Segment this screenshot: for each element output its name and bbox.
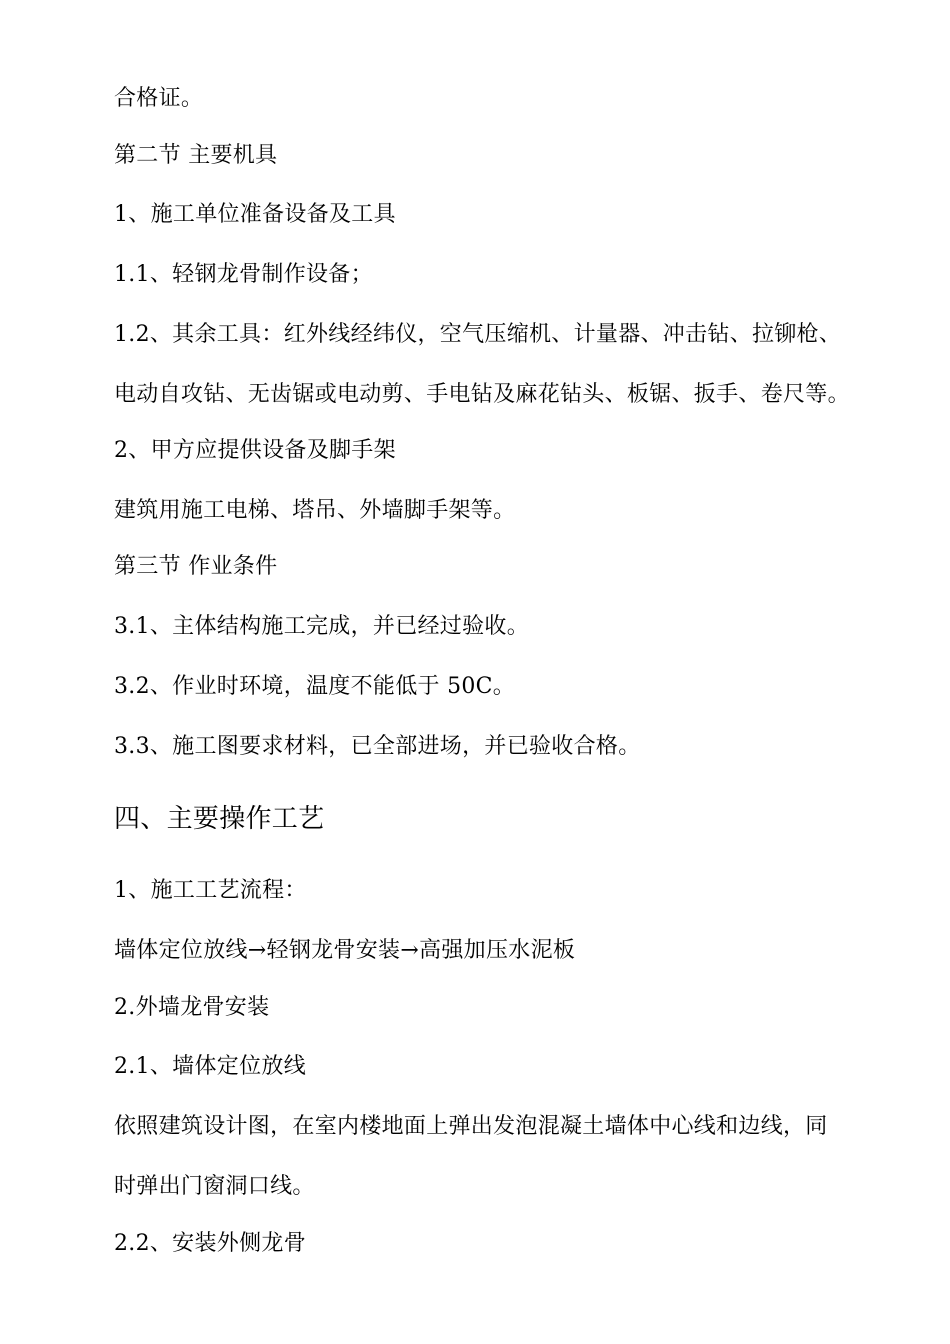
list-item: 1.2、其余工具：红外线经纬仪，空气压缩机、计量器、冲击钻、拉铆枪、 (114, 322, 842, 347)
section-heading: 第二节 主要机具 (114, 143, 278, 168)
subsection-heading: 1、施工单位准备设备及工具 (114, 202, 396, 227)
subsection-heading: 1、施工工艺流程： (114, 878, 307, 903)
body-text-line: 依照建筑设计图，在室内楼地面上弹出发泡混凝土墙体中心线和边线，同 (114, 1114, 828, 1139)
subsection-heading: 2.外墙龙骨安装 (114, 995, 270, 1020)
list-item: 3.3、施工图要求材料，已全部进场，并已验收合格。 (114, 734, 641, 759)
chapter-heading: 四、主要操作工艺 (114, 804, 325, 834)
body-text-line: 建筑用施工电梯、塔吊、外墙脚手架等。 (114, 498, 516, 523)
subsection-heading: 2、甲方应提供设备及脚手架 (114, 438, 396, 463)
list-item: 3.2、作业时环境，温度不能低于 50C。 (114, 674, 516, 699)
list-item: 1.1、轻钢龙骨制作设备； (114, 262, 373, 287)
body-text-line: 电动自攻钻、无齿锯或电动剪、手电钻及麻花钻头、板锯、扳手、卷尺等。 (114, 382, 850, 407)
body-text-line: 合格证。 (114, 86, 204, 111)
list-item: 2.2、安装外侧龙骨 (114, 1231, 306, 1256)
process-flow-line: 墙体定位放线→轻钢龙骨安装→高强加压水泥板 (114, 938, 576, 963)
list-item: 3.1、主体结构施工完成，并已经过验收。 (114, 614, 529, 639)
list-item: 2.1、墙体定位放线 (114, 1054, 306, 1079)
section-heading: 第三节 作业条件 (114, 554, 278, 579)
body-text-line: 时弹出门窗洞口线。 (114, 1174, 315, 1199)
